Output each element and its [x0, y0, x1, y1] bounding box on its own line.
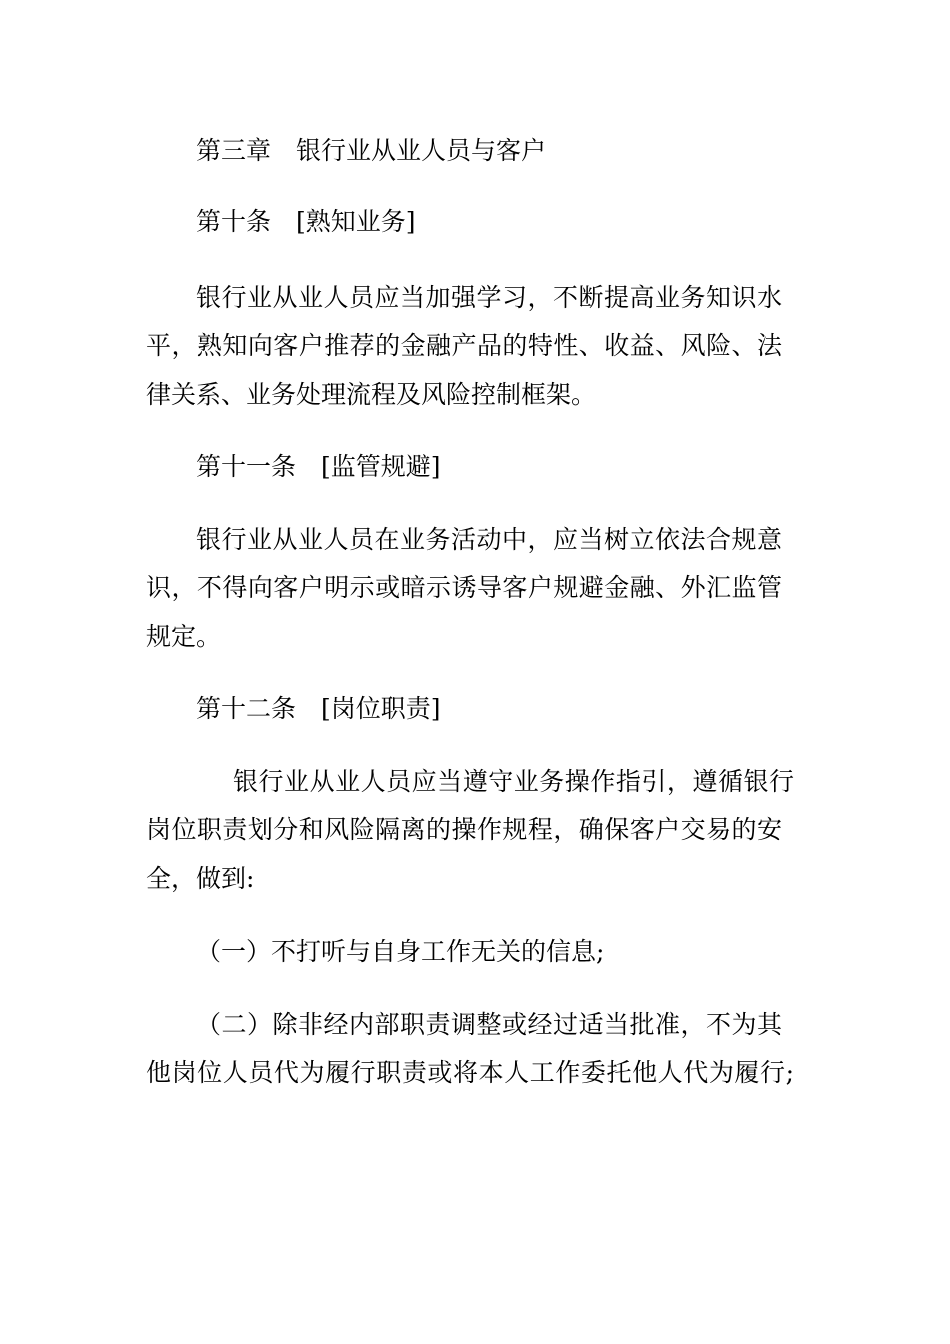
- article-12-item-2-line-2: 他岗位人员代为履行职责或将本人工作委托他人代为履行;: [146, 1058, 794, 1087]
- article-10-line-3: 律关系、业务处理流程及风险控制框架。: [146, 380, 597, 409]
- article-12-item-2-line-1: （二）除非经内部职责调整或经过适当批准，不为其: [196, 1010, 782, 1039]
- article-10-heading: 第十条 [熟知业务]: [196, 207, 416, 236]
- article-11-line-1: 银行业从业人员在业务活动中，应当树立依法合规意: [196, 525, 782, 554]
- article-12-heading: 第十二条 [岗位职责]: [196, 694, 441, 723]
- article-11-line-2: 识，不得向客户明示或暗示诱导客户规避金融、外汇监管: [146, 573, 782, 602]
- article-11-line-3: 规定。: [146, 622, 222, 651]
- article-12-line-2: 岗位职责划分和风险隔离的操作规程，确保客户交易的安: [146, 815, 782, 844]
- article-10-line-2: 平，熟知向客户推荐的金融产品的特性、收益、风险、法: [146, 331, 782, 360]
- article-12-item-1: （一）不打听与自身工作无关的信息;: [196, 937, 605, 966]
- chapter-title: 第三章 银行业从业人员与客户: [196, 136, 547, 165]
- article-12-line-3: 全，做到:: [146, 864, 255, 893]
- article-11-heading: 第十一条 [监管规避]: [196, 452, 441, 481]
- article-12-line-1: 银行业从业人员应当遵守业务操作指引，遵循银行: [233, 767, 794, 796]
- article-10-line-1: 银行业从业人员应当加强学习，不断提高业务知识水: [196, 283, 782, 312]
